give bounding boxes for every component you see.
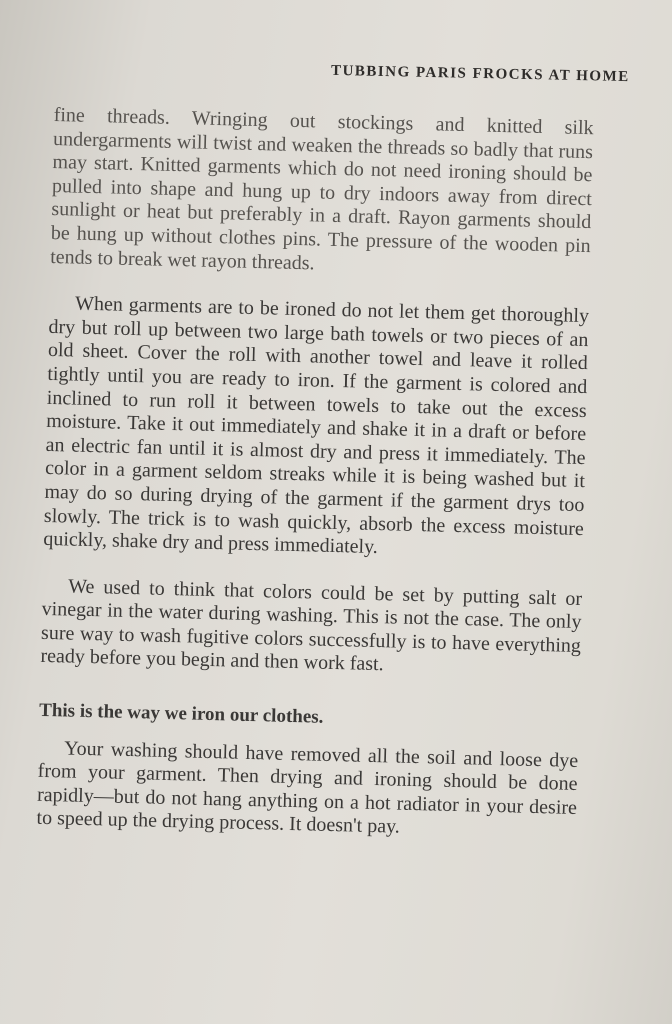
paragraph-3: We used to think that colors could be set by putting salt or vinegar in the water during washing. This is not the case. The only sure way to wash fugitive colors successfully is to have everything ready before you begin and then work fast. — [40, 575, 583, 676]
paragraph-2: When garments are to be ironed do not let them get thoroughly dry but roll up between two large bath towels or two pieces of an old sheet. Cover the roll with another towel and leave it rolled tightly until you are ready to iron. If the garment is colored and inclined to run roll it between towels to take out the excess moisture. Take it out immediately and shake it in a draft or before an electric fan until it is almost dry and press it immediately. The color in a garment seldom streaks while it is being washed but it may do so during drying of the garment if the garment drys too slowly. The trick is to wash quickly, absorb the excess moisture quickly, shake dry and press immediately. — [43, 292, 590, 559]
body-text — [36, 104, 594, 844]
paragraph-4: Your washing should have removed all the soil and loose dye from your garment. Then drying and ironing should be done rapidly—but do not hang anything on a hot radiator in your desire to speed up the drying process. It doesn't pay. — [36, 737, 579, 839]
paragraph-1: fine threads. Wringing out stockings and knitted silk undergarments will twist and weaken the threads so badly that runs may start. Knitted garments which do not need ironing should be pulled into shape and hung up to dry indoors away from direct sunlight or heat but preferably in a draft. Rayon garments should be hung up without clothes pins. The pressure of the wooden pin tends to break wet rayon threads. — [50, 104, 594, 274]
section-heading: This is the way we iron our clothes. — [38, 699, 324, 728]
running-head: TUBBING PARIS FROCKS AT HOME — [331, 62, 631, 86]
